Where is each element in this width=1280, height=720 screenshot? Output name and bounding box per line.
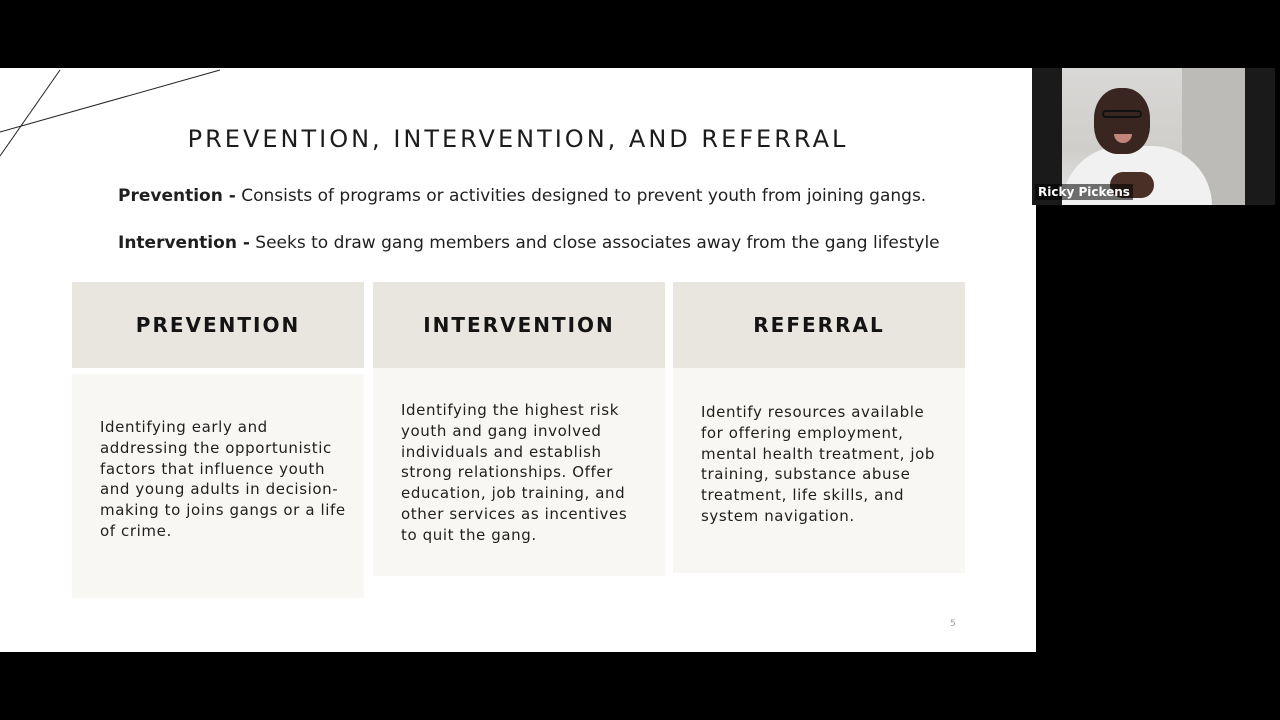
- definition-text: Seeks to draw gang members and close associates away from the gang lifestyle: [249, 233, 940, 253]
- definition-intervention: [118, 233, 940, 253]
- participant-video-tile[interactable]: [1032, 68, 1275, 205]
- participant-head: [1094, 88, 1150, 154]
- column-referral: [673, 282, 965, 573]
- slide-title: PREVENTION, INTERVENTION, AND REFERRAL: [187, 125, 849, 153]
- column-body: Identify resources available for offering employment, mental health treatment, job training, substance abuse treatment, life skills, and system navigation.: [673, 368, 965, 573]
- decorative-lines: [0, 68, 240, 168]
- column-heading: PREVENTION: [72, 282, 364, 368]
- glasses: [1102, 110, 1142, 118]
- column-intervention: [373, 282, 665, 576]
- presentation-slide: [0, 68, 1036, 652]
- definition-term: Intervention -: [118, 233, 250, 253]
- column-body: Identifying early and addressing the opportunistic factors that influence youth and young adults in decision-making to joins gangs or a life of crime.: [72, 374, 364, 598]
- definition-text: Consists of programs or activities designed to prevent youth from joining gangs.: [235, 186, 927, 206]
- definition-term: Prevention -: [118, 186, 236, 206]
- column-heading: REFERRAL: [673, 282, 965, 368]
- column-body: Identifying the highest risk youth and gang involved individuals and establish strong relationships. Offer education, job training, and other services as incentives to quit the gang.: [373, 368, 665, 576]
- page-number: 5: [950, 619, 956, 629]
- definition-prevention: [118, 186, 926, 206]
- participant-name-label: Ricky Pickens: [1035, 184, 1133, 200]
- column-heading: INTERVENTION: [373, 282, 665, 368]
- column-prevention: [72, 282, 364, 598]
